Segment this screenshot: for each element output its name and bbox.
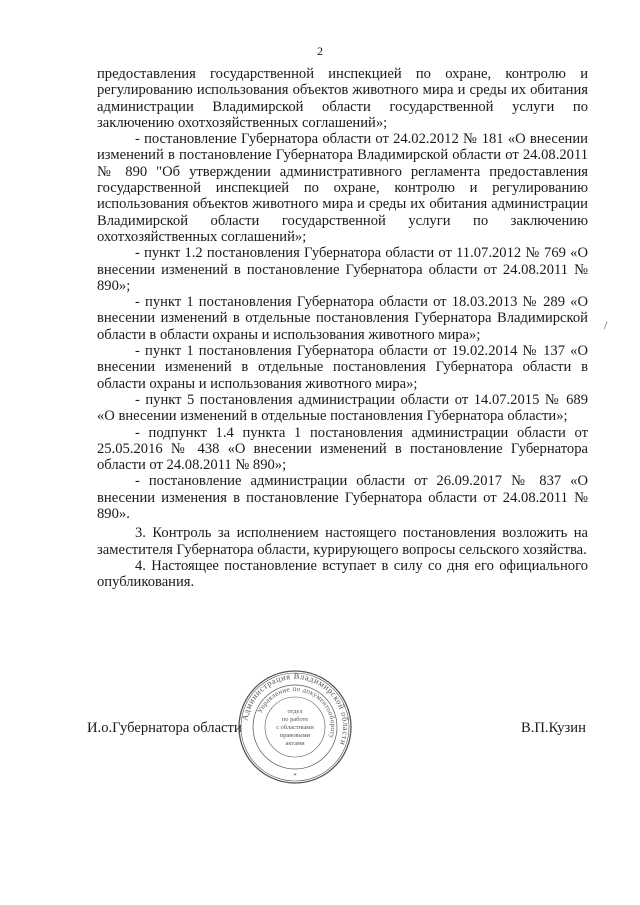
stamp-center-line: с областными [276,724,314,731]
paragraph-item-resolution-181: - постановление Губернатора области от 24.02.2012 № 181 «О внесении изменений в постановление Губернатора Владимирской области от 24.08.2011 № 890 "Об утверждении административного регламента предоставления государственной инспекцией по охране, контролю и регулированию использования объектов животного мира и среды их обитания администрации Владимирской области государственной услуги по заключению охотхозяйственных соглашений»; [97,131,588,245]
stamp-center-line: по работе [281,716,309,723]
stamp-center-line: правовыми [279,732,311,739]
document-body [97,66,588,591]
official-stamp [236,668,354,786]
paragraph-item-769: - пункт 1.2 постановления Губернатора области от 11.07.2012 № 769 «О внесении изменений в постановление Губернатора области от 24.08.2011 № 890»; [97,245,588,294]
paragraph-clause-3: 3. Контроль за исполнением настоящего постановления возложить на заместителя Губернатора области, курирующего вопросы сельского хозяйства. [97,525,588,558]
stamp-center-line: отдел [287,708,303,715]
paragraph-intro-continuation: предоставления государственной инспекцией по охране, контролю и регулированию использования объектов животного мира и среды их обитания администрации Владимирской области государственной услуги по заключению охотхозяйственных соглашений»; [97,66,588,131]
paragraph-item-689: - пункт 5 постановления администрации области от 14.07.2015 № 689 «О внесении изменений в отдельные постановления Губернатора области»; [97,391,588,425]
stamp-outer-text: Администрация Владимирской области [240,671,351,747]
stamp-star-icon: * [293,772,297,780]
margin-mark: / [604,318,608,332]
paragraph-item-289: - пункт 1 постановления Губернатора области от 18.03.2013 № 289 «О внесении изменений в отдельные постановления Губернатора Владимирской области в области охраны и использования животного мира»; [97,294,588,343]
stamp-center-line: актами [285,740,305,747]
paragraph-item-137: - пункт 1 постановления Губернатора области от 19.02.2014 № 137 «О внесении изменений в отдельные постановления Губернатора области в области охраны и использования животного мира»; [97,343,588,392]
paragraph-clause-4: 4. Настоящее постановление вступает в силу со дня его официального опубликования. [97,557,588,591]
paragraph-item-438: - подпункт 1.4 пункта 1 постановления администрации области от 25.05.2016 № 438 «О внесении изменений в постановление Губернатора области от 24.08.2011 № 890»; [97,424,588,474]
signatory-name: В.П.Кузин [521,720,586,736]
signatory-position: И.о.Губернатора области [87,720,242,736]
page-number: 2 [317,44,323,58]
paragraph-item-837: - постановление администрации области от 26.09.2017 № 837 «О внесении изменения в постановление Губернатора области от 24.08.2011 № 890». [97,473,588,523]
stamp-inner-text: Управление по документообороту [256,684,338,740]
